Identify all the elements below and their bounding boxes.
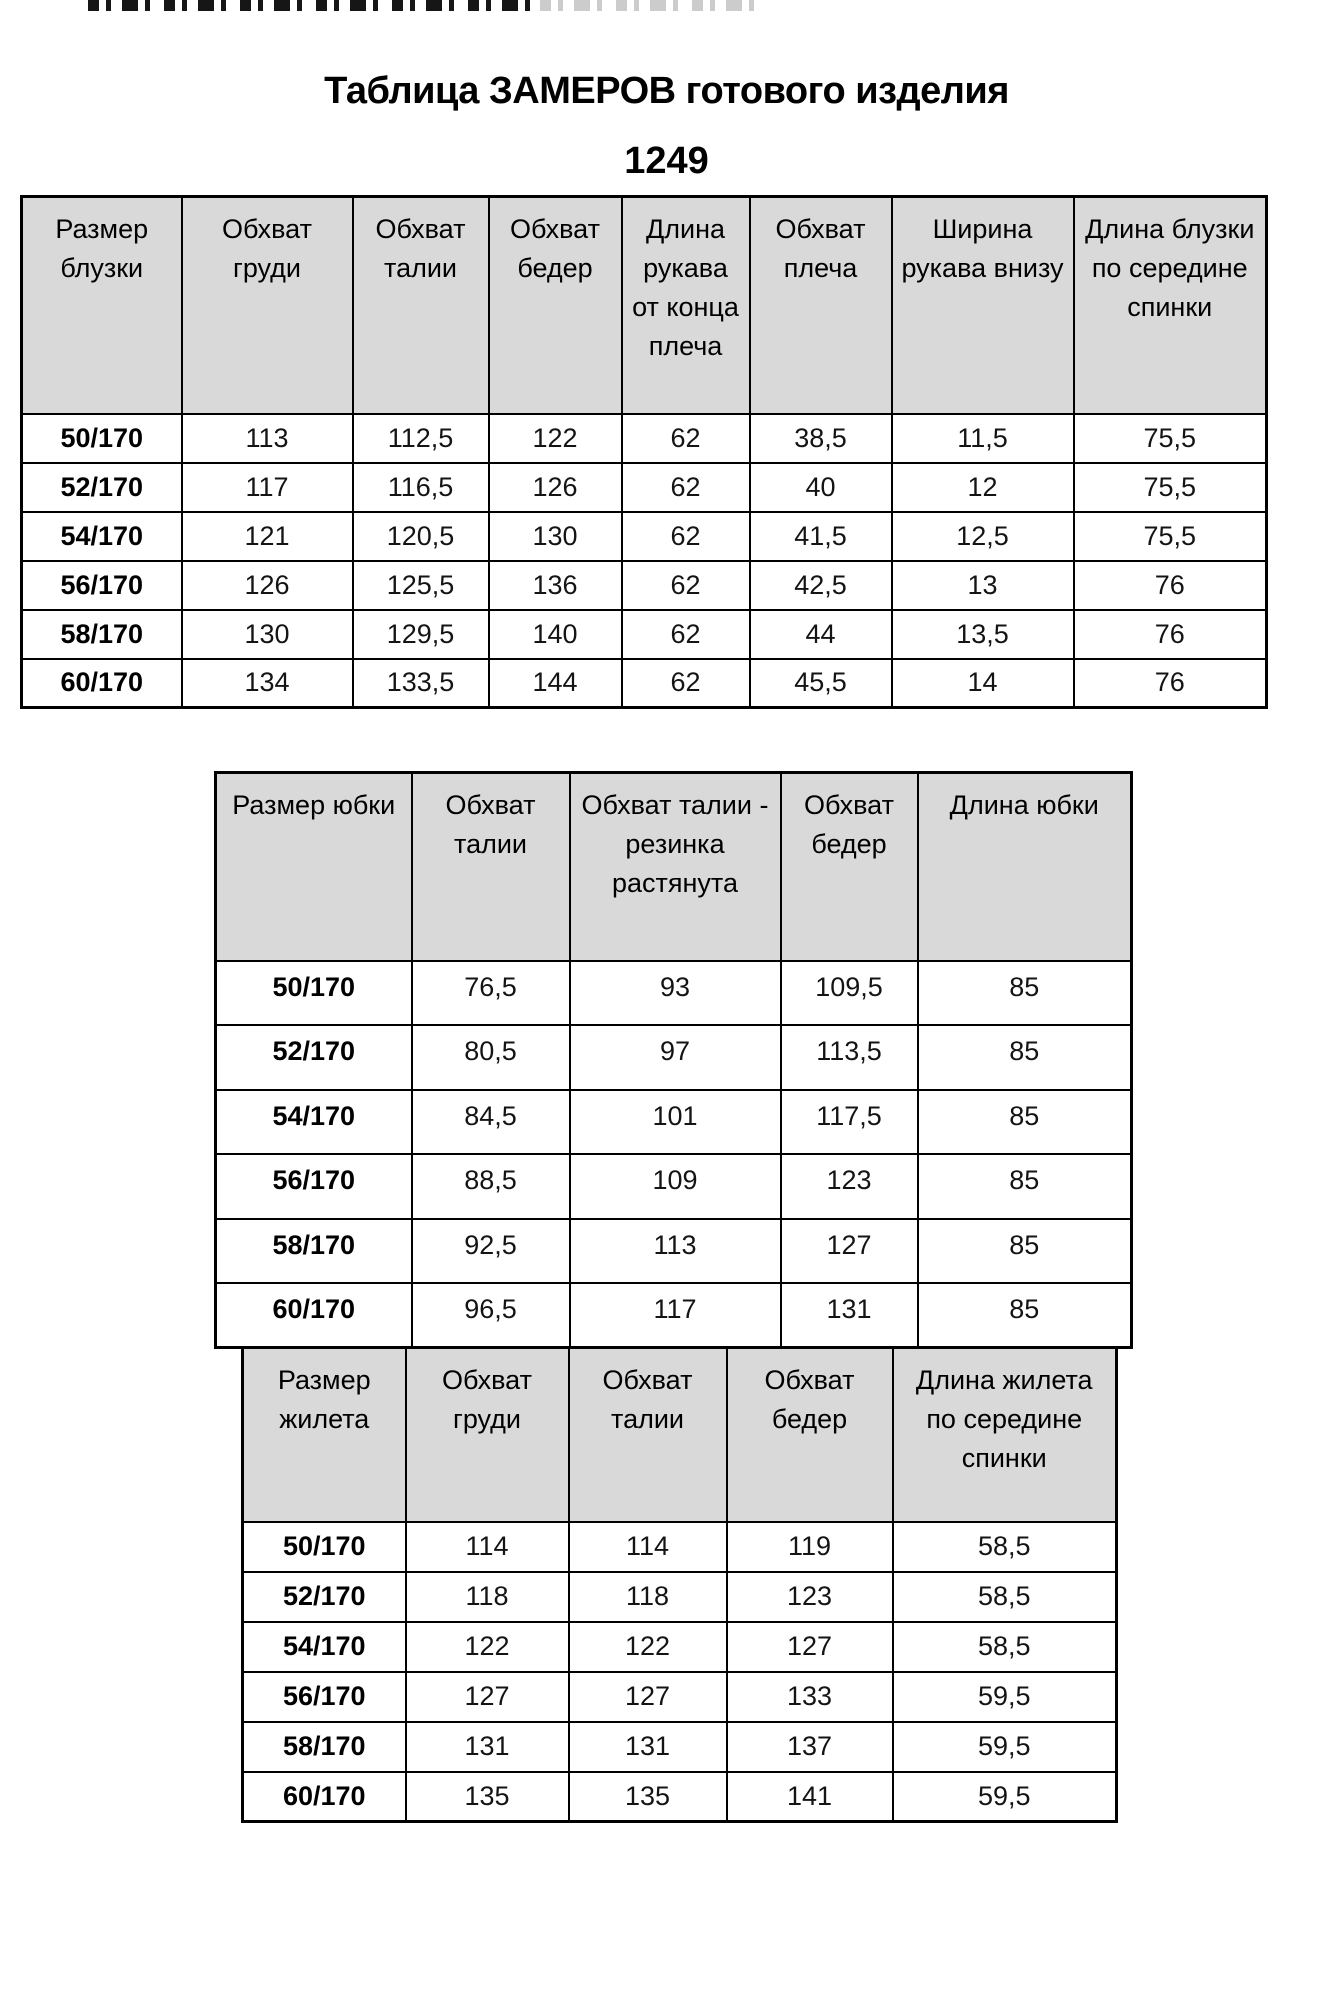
column-header: Размер блузки (22, 197, 182, 414)
value-cell: 97 (570, 1025, 781, 1090)
value-cell: 127 (569, 1672, 727, 1722)
article-number: 1249 (624, 140, 709, 182)
value-cell: 122 (406, 1622, 569, 1672)
table-row (22, 512, 1267, 561)
value-cell: 13 (892, 561, 1074, 610)
value-cell: 59,5 (893, 1672, 1117, 1722)
value-cell: 120,5 (353, 512, 489, 561)
value-cell: 41,5 (750, 512, 892, 561)
value-cell: 58,5 (893, 1622, 1117, 1672)
value-cell: 127 (406, 1672, 569, 1722)
value-cell: 113 (570, 1219, 781, 1284)
table-row (243, 1572, 1117, 1622)
value-cell: 131 (569, 1722, 727, 1772)
value-cell: 116,5 (353, 463, 489, 512)
value-cell: 62 (622, 463, 750, 512)
value-cell: 117 (570, 1283, 781, 1348)
value-cell: 62 (622, 561, 750, 610)
column-header: Размер юбки (216, 773, 412, 961)
skirt-measurements-table (214, 771, 1133, 1349)
column-header: Размер жилета (243, 1348, 406, 1522)
value-cell: 76 (1074, 561, 1267, 610)
table-row (243, 1772, 1117, 1822)
value-cell: 123 (727, 1572, 893, 1622)
column-header: Обхват бедер (781, 773, 918, 961)
value-cell: 58,5 (893, 1522, 1117, 1572)
value-cell: 85 (918, 1219, 1132, 1284)
value-cell: 130 (182, 610, 353, 659)
table-row (22, 414, 1267, 463)
value-cell: 114 (406, 1522, 569, 1572)
value-cell: 44 (750, 610, 892, 659)
column-header: Обхват талии - резинка растянута (570, 773, 781, 961)
value-cell: 140 (489, 610, 622, 659)
value-cell: 113,5 (781, 1025, 918, 1090)
table-row (243, 1622, 1117, 1672)
column-header: Обхват талии (412, 773, 570, 961)
header-row (216, 773, 1132, 961)
value-cell: 135 (569, 1772, 727, 1822)
table-row (243, 1522, 1117, 1572)
value-cell: 127 (781, 1219, 918, 1284)
size-cell: 58/170 (22, 610, 182, 659)
size-cell: 54/170 (22, 512, 182, 561)
size-cell: 52/170 (216, 1025, 412, 1090)
column-header: Длина блузки по середине спинки (1074, 197, 1267, 414)
size-cell: 60/170 (243, 1772, 406, 1822)
value-cell: 85 (918, 1025, 1132, 1090)
blouse-measurements-table (20, 195, 1268, 709)
table-row (243, 1722, 1117, 1772)
size-cell: 58/170 (243, 1722, 406, 1772)
value-cell: 112,5 (353, 414, 489, 463)
value-cell: 118 (569, 1572, 727, 1622)
value-cell: 125,5 (353, 561, 489, 610)
table-row (22, 561, 1267, 610)
value-cell: 40 (750, 463, 892, 512)
value-cell: 131 (781, 1283, 918, 1348)
table-row (216, 1025, 1132, 1090)
value-cell: 144 (489, 659, 622, 708)
value-cell: 134 (182, 659, 353, 708)
table-row (216, 1154, 1132, 1219)
value-cell: 80,5 (412, 1025, 570, 1090)
value-cell: 75,5 (1074, 463, 1267, 512)
value-cell: 122 (489, 414, 622, 463)
value-cell: 13,5 (892, 610, 1074, 659)
value-cell: 121 (182, 512, 353, 561)
value-cell: 38,5 (750, 414, 892, 463)
value-cell: 117 (182, 463, 353, 512)
size-cell: 54/170 (216, 1090, 412, 1155)
value-cell: 76,5 (412, 961, 570, 1026)
table-row (22, 610, 1267, 659)
value-cell: 84,5 (412, 1090, 570, 1155)
value-cell: 130 (489, 512, 622, 561)
value-cell: 62 (622, 512, 750, 561)
value-cell: 88,5 (412, 1154, 570, 1219)
value-cell: 59,5 (893, 1722, 1117, 1772)
value-cell: 122 (569, 1622, 727, 1672)
value-cell: 11,5 (892, 414, 1074, 463)
value-cell: 75,5 (1074, 414, 1267, 463)
column-header: Обхват талии (353, 197, 489, 414)
value-cell: 12,5 (892, 512, 1074, 561)
value-cell: 137 (727, 1722, 893, 1772)
size-cell: 52/170 (22, 463, 182, 512)
column-header: Обхват талии (569, 1348, 727, 1522)
value-cell: 135 (406, 1772, 569, 1822)
size-cell: 58/170 (216, 1219, 412, 1284)
size-cell: 50/170 (216, 961, 412, 1026)
value-cell: 123 (781, 1154, 918, 1219)
value-cell: 76 (1074, 610, 1267, 659)
size-cell: 60/170 (216, 1283, 412, 1348)
value-cell: 12 (892, 463, 1074, 512)
table-row (22, 463, 1267, 512)
column-header: Обхват бедер (727, 1348, 893, 1522)
size-cell: 56/170 (243, 1672, 406, 1722)
value-cell: 136 (489, 561, 622, 610)
value-cell: 101 (570, 1090, 781, 1155)
value-cell: 85 (918, 1090, 1132, 1155)
value-cell: 75,5 (1074, 512, 1267, 561)
clipped-text-artifact (88, 0, 536, 11)
value-cell: 109 (570, 1154, 781, 1219)
column-header: Длина жилета по середине спинки (893, 1348, 1117, 1522)
value-cell: 14 (892, 659, 1074, 708)
table-row (216, 1283, 1132, 1348)
value-cell: 141 (727, 1772, 893, 1822)
value-cell: 127 (727, 1622, 893, 1672)
value-cell: 114 (569, 1522, 727, 1572)
value-cell: 45,5 (750, 659, 892, 708)
value-cell: 119 (727, 1522, 893, 1572)
size-cell: 52/170 (243, 1572, 406, 1622)
value-cell: 62 (622, 610, 750, 659)
header-row (22, 197, 1267, 414)
value-cell: 62 (622, 414, 750, 463)
page-title: Таблица ЗАМЕРОВ готового изделия (324, 70, 1009, 112)
size-cell: 50/170 (22, 414, 182, 463)
value-cell: 126 (489, 463, 622, 512)
value-cell: 133,5 (353, 659, 489, 708)
vest-measurements-table (241, 1346, 1118, 1823)
column-header: Обхват груди (182, 197, 353, 414)
size-cell: 50/170 (243, 1522, 406, 1572)
value-cell: 76 (1074, 659, 1267, 708)
column-header: Обхват бедер (489, 197, 622, 414)
value-cell: 85 (918, 1154, 1132, 1219)
value-cell: 131 (406, 1722, 569, 1772)
size-cell: 56/170 (216, 1154, 412, 1219)
value-cell: 92,5 (412, 1219, 570, 1284)
value-cell: 85 (918, 961, 1132, 1026)
table-row (22, 659, 1267, 708)
value-cell: 133 (727, 1672, 893, 1722)
size-cell: 60/170 (22, 659, 182, 708)
header-row (243, 1348, 1117, 1522)
value-cell: 62 (622, 659, 750, 708)
value-cell: 96,5 (412, 1283, 570, 1348)
table-row (216, 961, 1132, 1026)
value-cell: 129,5 (353, 610, 489, 659)
value-cell: 58,5 (893, 1572, 1117, 1622)
value-cell: 113 (182, 414, 353, 463)
column-header: Обхват плеча (750, 197, 892, 414)
table-row (216, 1219, 1132, 1284)
value-cell: 117,5 (781, 1090, 918, 1155)
value-cell: 42,5 (750, 561, 892, 610)
value-cell: 59,5 (893, 1772, 1117, 1822)
column-header: Обхват груди (406, 1348, 569, 1522)
value-cell: 93 (570, 961, 781, 1026)
value-cell: 126 (182, 561, 353, 610)
size-cell: 54/170 (243, 1622, 406, 1672)
column-header: Длина рукава от конца плеча (622, 197, 750, 414)
table-row (243, 1672, 1117, 1722)
clipped-text-artifact-faint (540, 0, 768, 11)
value-cell: 85 (918, 1283, 1132, 1348)
value-cell: 118 (406, 1572, 569, 1622)
column-header: Длина юбки (918, 773, 1132, 961)
value-cell: 109,5 (781, 961, 918, 1026)
column-header: Ширина рукава внизу (892, 197, 1074, 414)
size-cell: 56/170 (22, 561, 182, 610)
table-row (216, 1090, 1132, 1155)
